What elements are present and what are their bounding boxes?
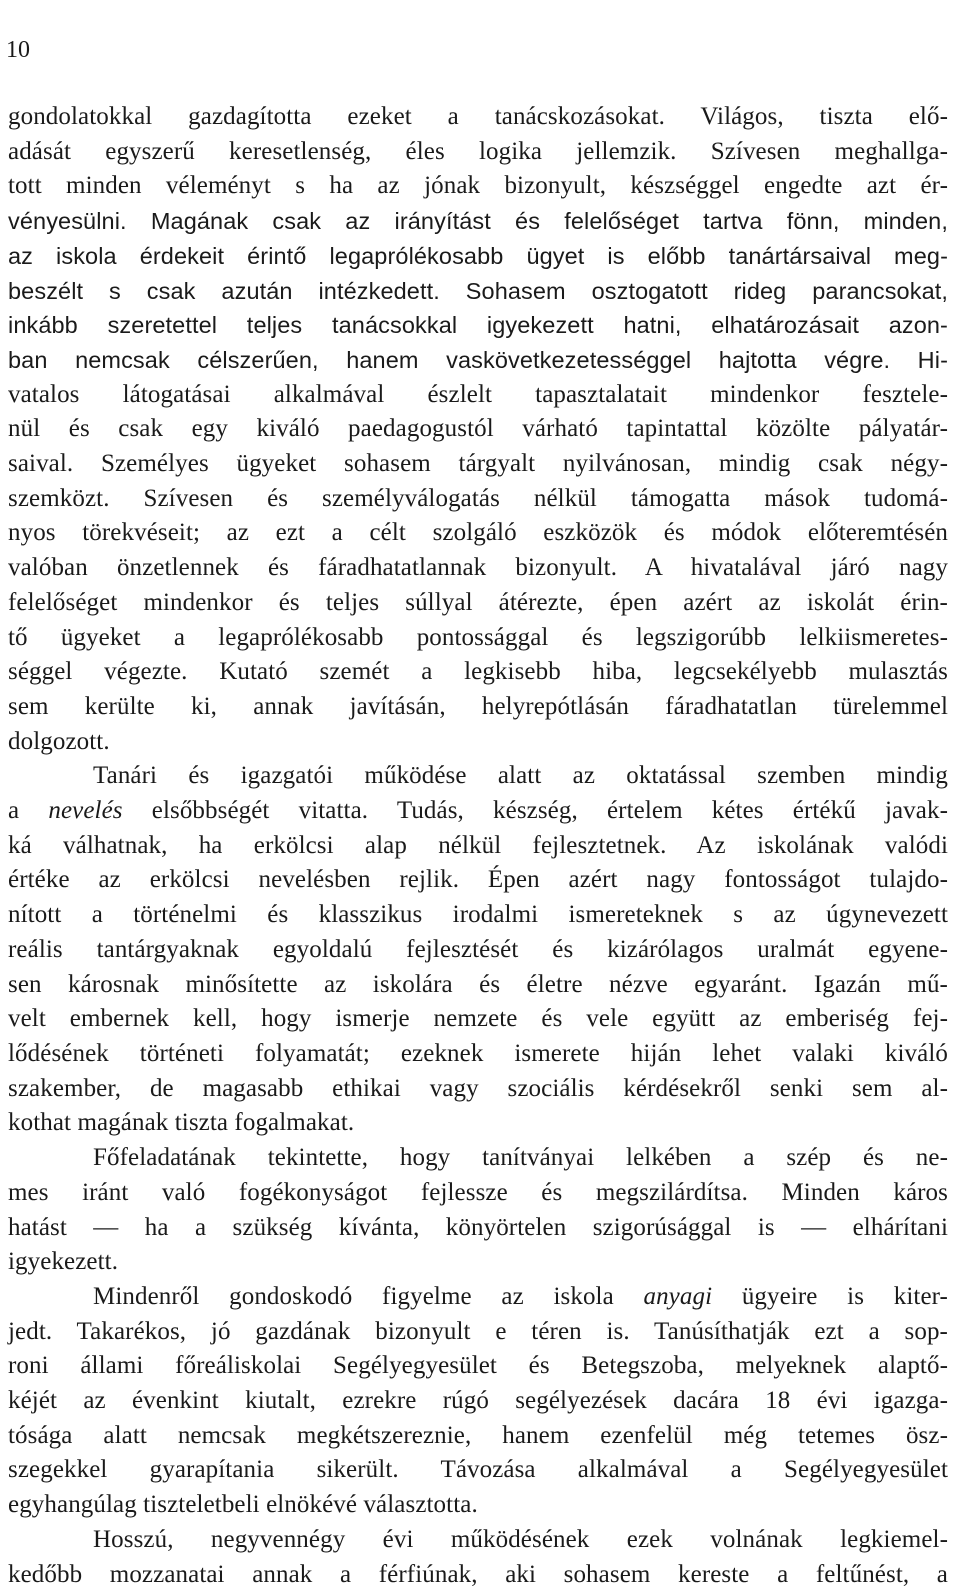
text-line: az iskola érdekeit érintő legaprólékosabb ügyet is előbb tanártársaival meg-	[8, 242, 948, 269]
text-line: séggel végezte. Kutató szemét a legkisebb hiba, legcsekélyebb mulasztás	[8, 658, 948, 686]
text-line: szemközt. Szívesen és személyválogatás nélkül támogatta mások tudomá-	[8, 484, 948, 512]
text-line	[8, 1280, 948, 1315]
text-line: értéke az erkölcsi nevelésben rejlik. Épen azért nagy fontosságot tulajdo-	[8, 866, 948, 894]
text-line: reális tantárgyaknak egyoldalú fejlesztését és kizárólagos uralmát egyene-	[8, 935, 948, 963]
text-line: ban nemcsak célszerűen, hanem vaskövetkezetességgel hajtotta végre. Hi-	[8, 346, 948, 373]
text-line: tott minden véleményt s ha az jónak bizonyult, készséggel engedte azt ér-	[8, 172, 948, 200]
text-line: vatalos látogatásai alkalmával észlelt tapasztalatait mindenkor fesztele-	[8, 380, 948, 408]
text-line: sem kerülte ki, annak javításán, helyrepótlásán fáradhatatlan türelemmel	[8, 692, 948, 720]
text-line: vényesülni. Magának csak az irányítást és felelőséget tartva fönn, minden,	[8, 208, 948, 235]
text-line: gondolatokkal gazdagította ezeket a tanácskozásokat. Világos, tiszta elő-	[8, 103, 948, 130]
paragraph	[8, 1141, 948, 1280]
text-line: mes iránt való fogékonyságot fejlessze és megszilárdítsa. Minden káros	[8, 1178, 948, 1206]
text-line: hatást — ha a szükség kívánta, könyörtelen szigorúsággal is — elhárítani	[8, 1213, 948, 1241]
text-run: a	[8, 797, 49, 825]
body-text	[8, 100, 948, 1592]
text-line: inkább szeretettel teljes tanácsokkal igyekezett hatni, elhatározásait azon-	[8, 312, 948, 339]
text-line: kedőbb mozzanatai annak a férfiúnak, aki sohasem kereste a feltűnést, a	[8, 1560, 948, 1588]
emphasized-word: anyagi	[643, 1282, 713, 1310]
text-run: Mindenről gondoskodó figyelme az iskola	[93, 1282, 644, 1310]
text-line	[8, 794, 948, 829]
text-run: ügyeire is kiter-	[712, 1282, 948, 1310]
text-line: felelőséget mindenkor és teljes súllyal átérezte, épen azért az iskolát érin-	[8, 588, 948, 616]
text-line: Főfeladatának tekintette, hogy tanítványai lelkében a szép és ne-	[93, 1144, 948, 1172]
text-line: egyhangúlag tiszteletbeli elnökévé választotta.	[8, 1491, 478, 1519]
text-line: tő ügyeket a legaprólékosabb pontossággal és legszigorúbb lelkiismeretes-	[8, 623, 948, 651]
text-line: nított a történelmi és klasszikus irodalmi ismereteknek s az úgynevezett	[8, 901, 948, 929]
text-line: ká válhatnak, ha erkölcsi alap nélkül fejlesztetnek. Az iskolának valódi	[8, 831, 948, 859]
text-line: jedt. Takarékos, jó gazdának bizonyult e téren is. Tanúsíthatják ezt a sop-	[8, 1317, 948, 1345]
paragraph	[8, 1523, 948, 1592]
text-line: nül és csak egy kiváló paedagogustól várható tapintattal közölte pályatár-	[8, 415, 948, 443]
text-line: kothat magának tiszta fogalmakat.	[8, 1109, 355, 1137]
text-line: szegekkel gyarapítania sikerült. Távozása alkalmával a Segélyegyesület	[8, 1456, 948, 1484]
text-line: dolgozott.	[8, 727, 110, 755]
text-line: nyos törekvéseit; az ezt a célt szolgáló eszközök és módok előteremtésén	[8, 519, 948, 547]
text-line: roni állami főreáliskolai Segélyegyesület és Betegszoba, melyeknek alaptő-	[8, 1352, 948, 1380]
text-line: Tanári és igazgatói működése alatt az oktatással szemben mindig	[93, 762, 948, 790]
emphasized-word: nevelés	[48, 797, 123, 825]
text-line: igyekezett.	[8, 1248, 119, 1276]
paragraph	[8, 100, 948, 759]
text-line: beszélt s csak azután intézkedett. Sohasem osztogatott rideg parancsokat,	[8, 277, 948, 304]
text-line: Hosszú, negyvennégy évi működésének ezek volnának legkiemel-	[93, 1525, 948, 1553]
text-line: adását egyszerű keresetlenség, éles logika jellemzik. Szívesen meghallga-	[8, 137, 948, 165]
text-line: velt embernek kell, hogy ismerje nemzete és vele együtt az emberiség fej-	[8, 1005, 948, 1033]
text-line: szakember, de magasabb ethikai vagy szociális kérdésekről senki sem al-	[8, 1074, 948, 1102]
text-line: lődésének történeti folyamatát; ezeknek ismerete hiján lehet valaki kiváló	[8, 1039, 948, 1067]
text-line: sen károsnak minősítette az iskolára és életre nézve egyaránt. Igazán mű-	[8, 970, 948, 998]
text-line: tósága alatt nemcsak megkétszereznie, hanem ezenfelül még tetemes ösz-	[8, 1421, 948, 1449]
text-line: kéjét az évenkint kiutalt, ezrekre rúgó segélyezések dacára 18 évi igazga-	[8, 1387, 948, 1415]
paragraph	[8, 1280, 948, 1523]
paragraph	[8, 759, 948, 1141]
text-line: valóban önzetlennek és fáradhatatlannak bizonyult. A hivatalával járó nagy	[8, 554, 948, 582]
text-run: elsőbbségét vitatta. Tudás, készség, értelem kétes értékű javak-	[122, 797, 949, 825]
text-line: saival. Személyes ügyeket sohasem tárgyalt nyilvánosan, mindig csak négy-	[8, 450, 948, 478]
page-number: 10	[6, 37, 30, 63]
